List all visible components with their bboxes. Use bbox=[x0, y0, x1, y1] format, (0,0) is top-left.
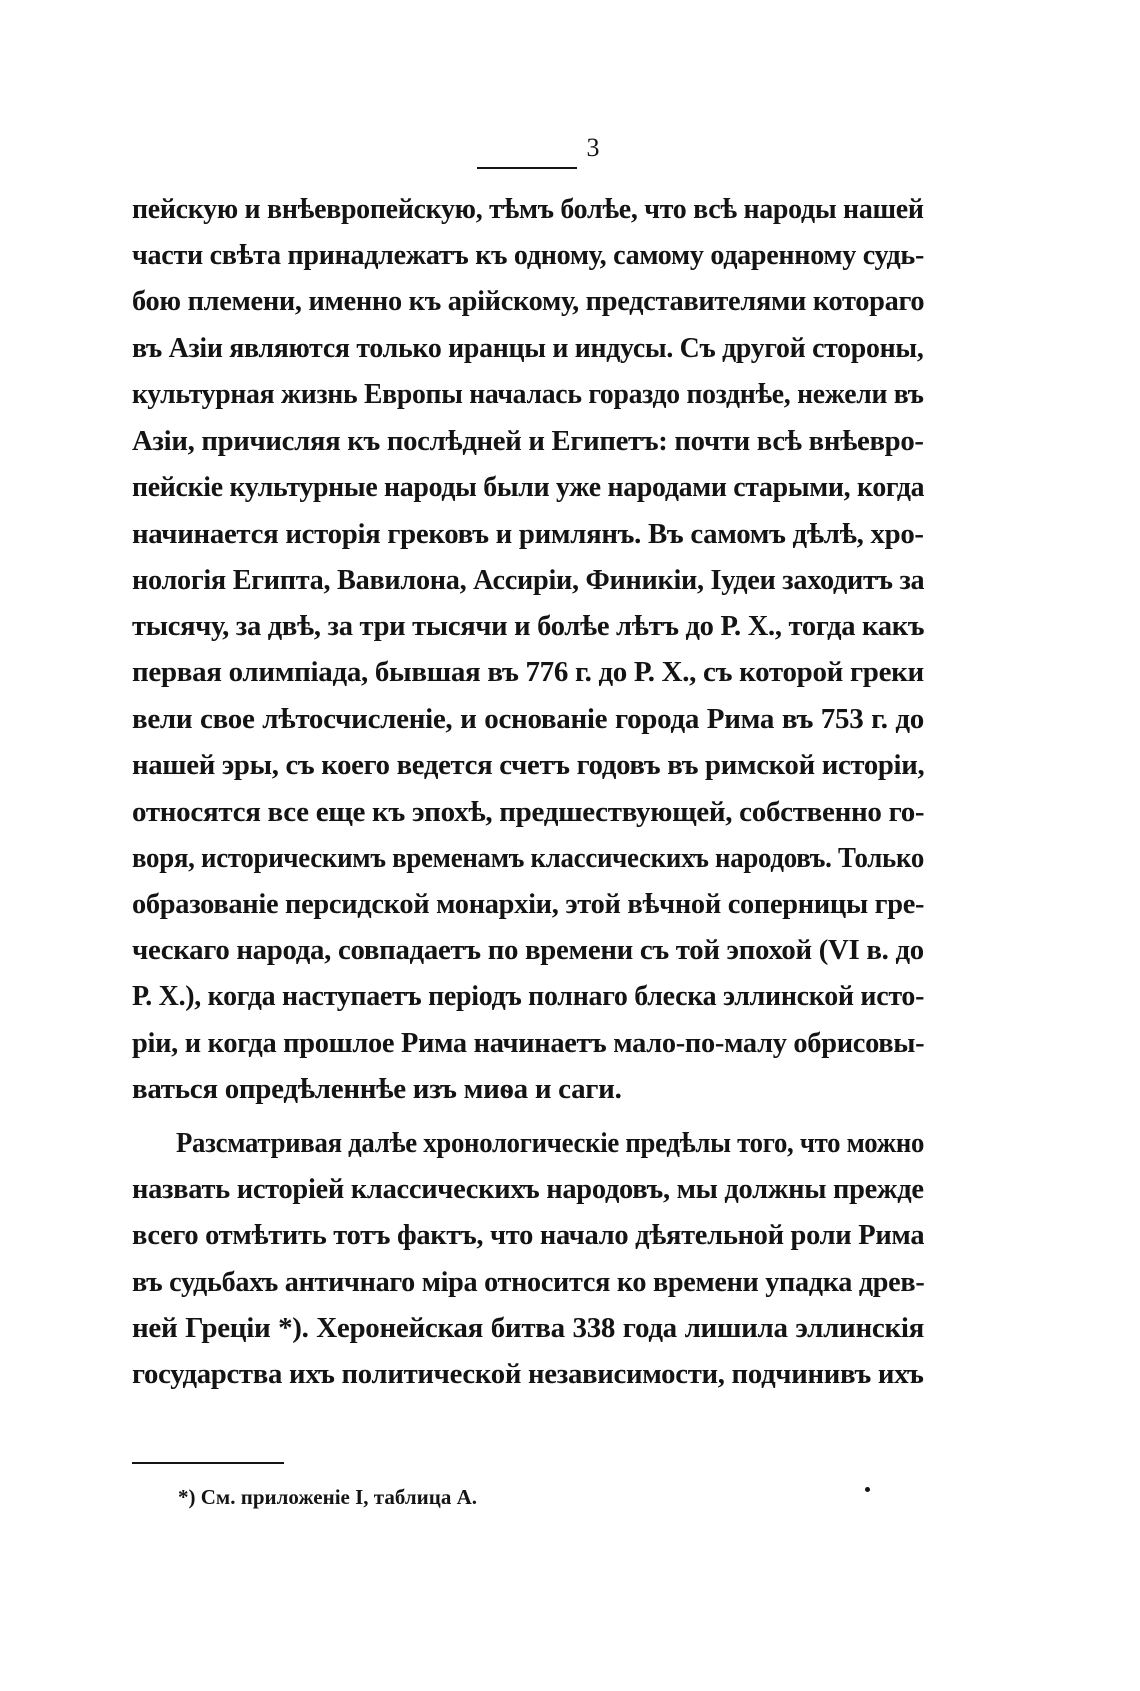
text-line: бою племени, именно къ арійскому, представителями котораго bbox=[132, 285, 925, 317]
footnote-rule bbox=[132, 1462, 284, 1464]
text-line: нашей эры, съ коего ведется счетъ годовъ въ римской исторіи, bbox=[132, 749, 925, 781]
page-number: 3 bbox=[586, 133, 600, 162]
text-line: культурная жизнь Европы началась гораздо позднѣе, нежели въ bbox=[132, 378, 924, 410]
text-line: Р. Х.), когда наступаетъ періодъ полнаго блеска эллинской исто- bbox=[132, 980, 925, 1012]
text-line: пейскую и внѣевропейскую, тѣмъ болѣе, что всѣ народы нашей bbox=[132, 193, 924, 225]
text-line: государства ихъ политической независимости, подчинивъ ихъ bbox=[132, 1358, 924, 1390]
text-line: Азіи, причисляя къ послѣдней и Египетъ: почти всѣ внѣевро- bbox=[132, 425, 924, 457]
text-line: относятся все еще къ эпохѣ, предшествующей, собственно го- bbox=[132, 796, 924, 828]
text-line: въ Азіи являются только иранцы и индусы. Съ другой стороны, bbox=[132, 332, 924, 364]
text-line: пейскіе культурные народы были уже народами старыми, когда bbox=[132, 471, 925, 503]
text-line: въ судьбахъ античнаго міра относится ко времени упадка древ- bbox=[132, 1266, 925, 1298]
stray-dot bbox=[865, 1487, 870, 1492]
page-number-rule bbox=[477, 167, 577, 169]
text-line: ней Греціи *). Херонейская битва 338 года лишила эллинскія bbox=[132, 1312, 924, 1344]
text-line: назвать исторіей классическихъ народовъ, мы должны прежде bbox=[132, 1173, 924, 1205]
text-line: нологія Египта, Вавилона, Ассиріи, Финикіи, Іудеи заходитъ за bbox=[132, 564, 925, 596]
text-line: образованіе персидской монархіи, этой вѣчной соперницы гре- bbox=[132, 888, 925, 920]
text-line: ческаго народа, совпадаетъ по времени съ той эпохой (VI в. до bbox=[132, 934, 924, 966]
footnote: *) См. приложеніе I, таблица А. bbox=[178, 1485, 477, 1509]
text-line: ріи, и когда прошлое Рима начинаетъ мало-по-малу обрисовы- bbox=[132, 1027, 925, 1059]
text-line: ваться опредѣленнѣе изъ миѳа и саги. bbox=[132, 1073, 622, 1105]
text-line: первая олимпіада, бывшая въ 776 г. до Р. Х., съ которой греки bbox=[132, 656, 924, 688]
text-line: воря, историческимъ временамъ классическихъ народовъ. Только bbox=[132, 842, 924, 874]
text-line: всего отмѣтить тотъ фактъ, что начало дѣятельной роли Рима bbox=[132, 1219, 925, 1251]
text-line: части свѣта принадлежатъ къ одному, самому одаренному судь- bbox=[132, 239, 925, 271]
text-line: тысячу, за двѣ, за три тысячи и болѣе лѣтъ до Р. Х., тогда какъ bbox=[132, 610, 925, 642]
text-line: Разсматривая далѣе хронологическіе предѣлы того, что можно bbox=[176, 1127, 925, 1159]
text-line: начинается исторія грековъ и римлянъ. Въ самомъ дѣлѣ, хро- bbox=[132, 518, 924, 550]
text-line: вели свое лѣтосчисленіе, и основаніе города Рима въ 753 г. до bbox=[132, 703, 924, 735]
